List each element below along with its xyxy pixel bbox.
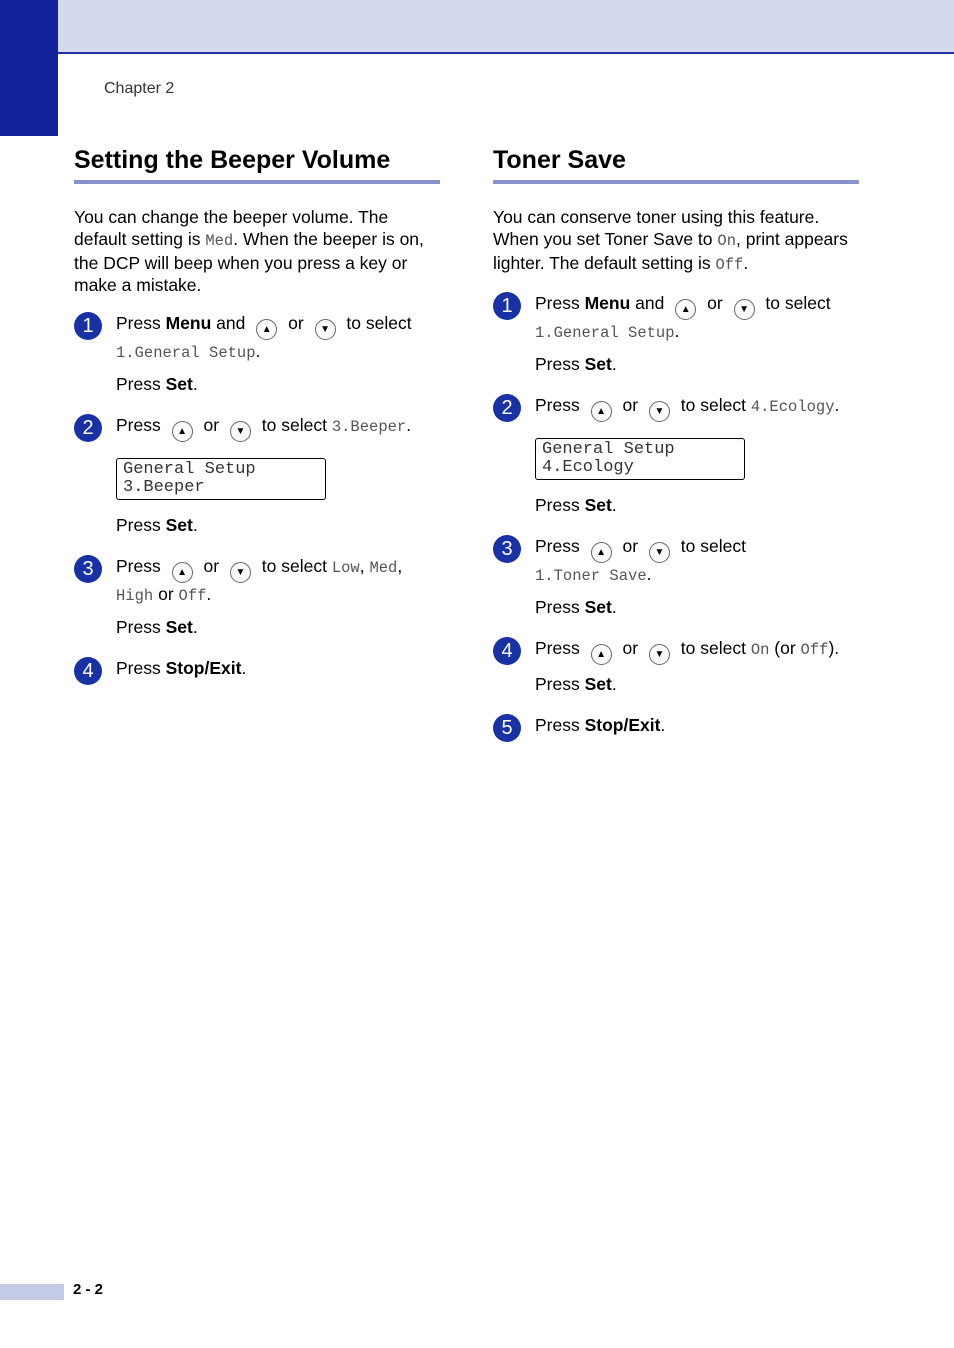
lcd-display: General Setup 4.Ecology: [535, 438, 745, 480]
step-number: 3: [74, 555, 102, 583]
down-arrow-button-icon: ▼: [734, 299, 755, 320]
toner-title: Toner Save: [493, 144, 859, 184]
toner-step-4: 4 Press ▲ or ▼ to select On (or Off).: [493, 637, 859, 665]
up-arrow-button-icon: ▲: [172, 562, 193, 583]
up-arrow-button-icon: ▲: [675, 299, 696, 320]
down-arrow-button-icon: ▼: [649, 644, 670, 665]
up-arrow-button-icon: ▲: [591, 542, 612, 563]
step-number: 4: [74, 657, 102, 685]
step-number: 4: [493, 637, 521, 665]
step-number: 5: [493, 714, 521, 742]
beeper-step-2-press-set: Press Set.: [116, 515, 198, 535]
toner-step-2: 2 Press ▲ or ▼ to select 4.Ecology.: [493, 394, 859, 422]
up-arrow-button-icon: ▲: [256, 319, 277, 340]
toner-step-3: 3 Press ▲ or ▼ to select 1.Toner Save.: [493, 535, 859, 588]
toner-step-5: 5 Press Stop/Exit.: [493, 714, 859, 737]
step-number: 1: [493, 292, 521, 320]
toner-intro: You can conserve toner using this feature. When you set Toner Save to On, print appears lighter. The default setting is Off.: [493, 207, 848, 274]
up-arrow-button-icon: ▲: [172, 421, 193, 442]
down-arrow-button-icon: ▼: [315, 319, 336, 340]
header-band: [0, 0, 954, 54]
up-arrow-button-icon: ▲: [591, 644, 612, 665]
beeper-step-1-press-set: Press Set.: [116, 374, 198, 394]
toner-step-1-press-set: Press Set.: [535, 354, 617, 374]
beeper-step-4: 4 Press Stop/Exit.: [74, 657, 440, 680]
chapter-label: Chapter 2: [104, 80, 175, 97]
toner-step-2-press-set: Press Set.: [535, 495, 617, 515]
down-arrow-button-icon: ▼: [649, 401, 670, 422]
step-number: 2: [74, 414, 102, 442]
step-number: 2: [493, 394, 521, 422]
page-number: 2 - 2: [73, 1281, 104, 1298]
up-arrow-button-icon: ▲: [591, 401, 612, 422]
footer-bar: [0, 1284, 64, 1300]
lcd-display: General Setup 3.Beeper: [116, 458, 326, 500]
beeper-intro: You can change the beeper volume. The default setting is Med. When the beeper is on, the DCP will beep when you press a key or make a mistake.: [74, 207, 424, 295]
step-number: 1: [74, 312, 102, 340]
down-arrow-button-icon: ▼: [230, 421, 251, 442]
beeper-step-1: 1 Press Menu and ▲ or ▼ to select 1.General Setup.: [74, 312, 440, 365]
toner-step-1: 1 Press Menu and ▲ or ▼ to select 1.General Setup.: [493, 292, 859, 345]
toner-section: [493, 144, 859, 737]
beeper-step-3-press-set: Press Set.: [116, 617, 198, 637]
chapter-side-tab: [0, 0, 58, 136]
beeper-title: Setting the Beeper Volume: [74, 144, 440, 184]
beeper-step-2: 2 Press ▲ or ▼ to select 3.Beeper.: [74, 414, 440, 442]
beeper-step-3: 3 Press ▲ or ▼ to select Low, Med, High or Off.: [74, 555, 440, 608]
step-number: 3: [493, 535, 521, 563]
down-arrow-button-icon: ▼: [649, 542, 670, 563]
toner-step-4-press-set: Press Set.: [535, 674, 617, 694]
beeper-section: [74, 144, 440, 680]
toner-step-3-press-set: Press Set.: [535, 597, 617, 617]
down-arrow-button-icon: ▼: [230, 562, 251, 583]
